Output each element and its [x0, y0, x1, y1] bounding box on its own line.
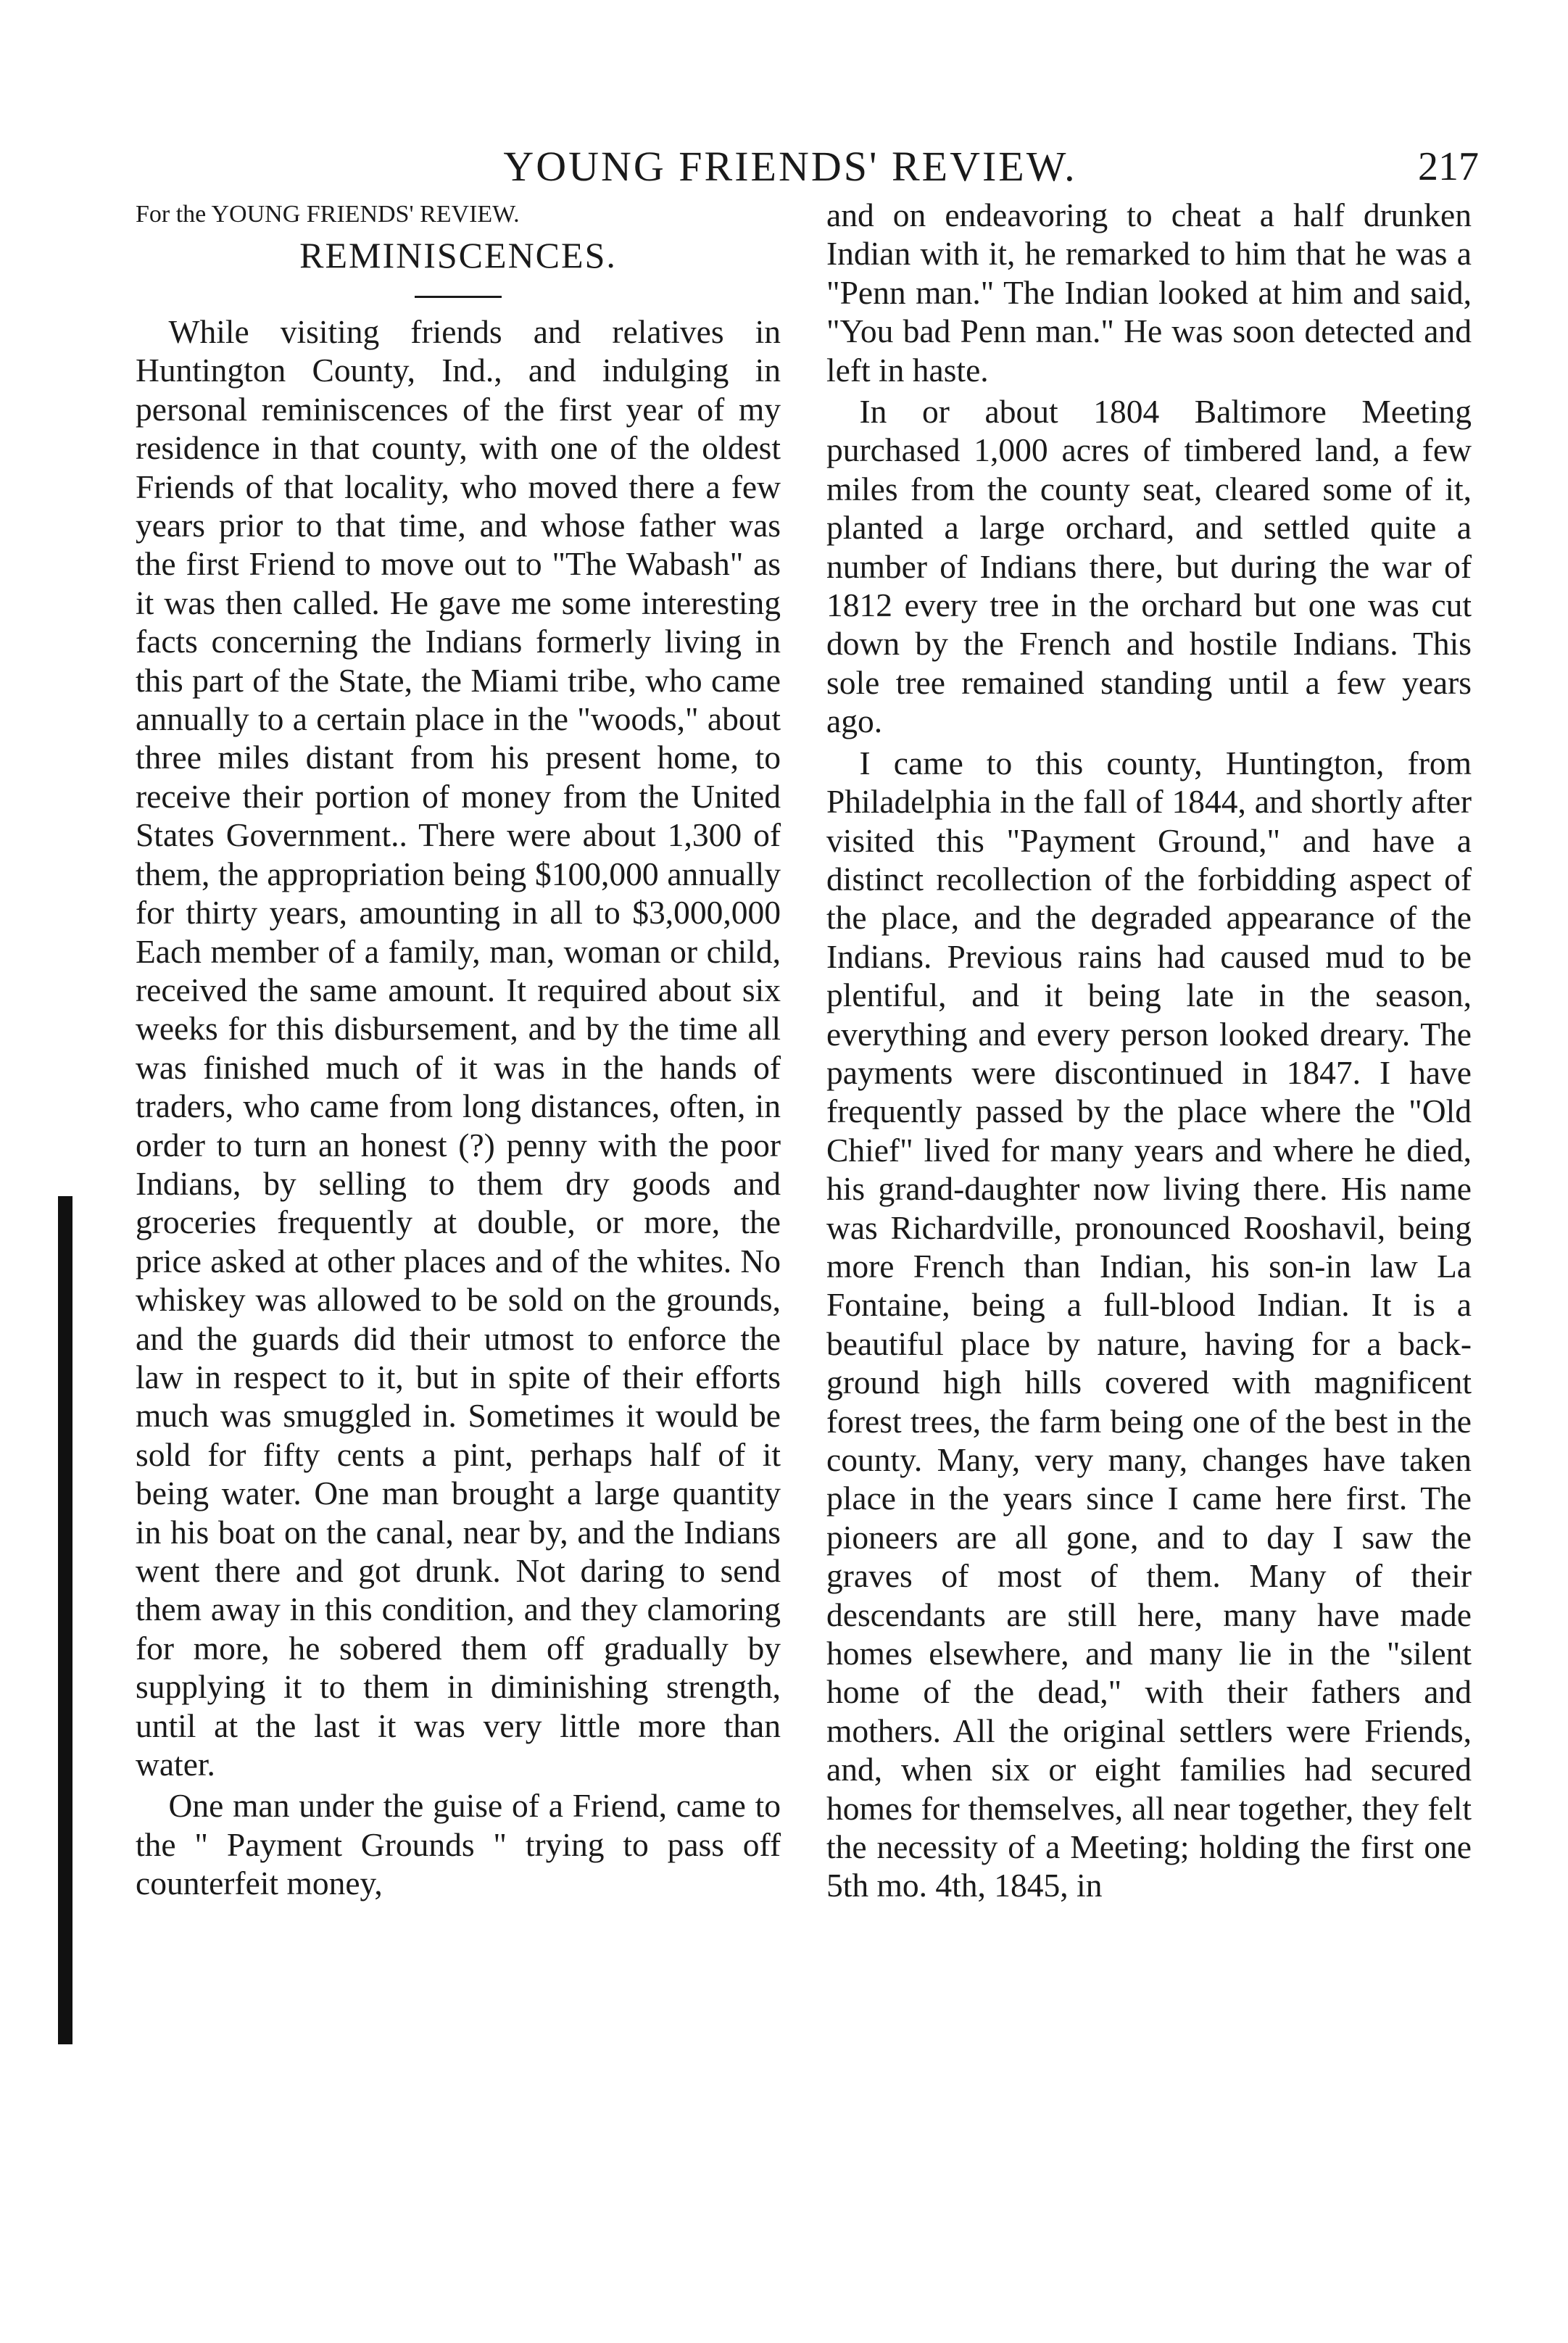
paragraph: In or about 1804 Baltimore Meeting purchased 1,000 acres of timbered land, a few miles from the county seat, cleared some of it, planted a large orchard, and settled quite a number of Indians there, but during the war of 1812 every tree in the orchard but one was cut down by the French and hostile Indians. This sole tree remained standing until a few years ago.: [826, 393, 1472, 740]
running-head: [0, 141, 1568, 192]
article-title: REMINISCENCES.: [299, 235, 617, 275]
paragraph: and on endeavoring to cheat a half drunken Indian with it, he remarked to him that he was a "Penn man." The Indian looked at him and said, "You bad Penn man." He was soon detected and left in haste.: [826, 196, 1472, 389]
margin-mark: [58, 1196, 72, 2044]
title-rule: [415, 296, 502, 298]
paragraph: While visiting friends and relatives in Huntington County, Ind., and indulging in personal reminiscences of the first year of my residence in that county, with one of the oldest Friends of that locality, who moved there a few years prior to that time, and whose father was the first Friend to move out to "The Wabash" as it was then called. He gave me some interesting facts concerning the Indians formerly living in this part of the State, the Miami tribe, who came annually to a certain place in the "woods," about three miles distant from his present home, to receive their portion of money from the United States Government.. There were about 1,300 of them, the appropriation being $100,000 annually for thirty years, amounting in all to $3,000,000 Each member of a family, man, woman or child, received the same amount. It required about six weeks for this disbursement, and by the time all was finished much of it was in the hands of traders, who came from long distances, often, in order to turn an honest (?) penny with the poor Indians, by selling to them dry goods and groceries frequently at double, or more, the price asked at other places and of the whites. No whiskey was allowed to be sold on the grounds, and the guards did their utmost to enforce the law in respect to it, but in spite of their efforts much was smuggled in. Sometimes it would be sold for fifty cents a pint, perhaps half of it being water. One man brought a large quantity in his boat on the canal, near by, and the Indians went there and got drunk. Not daring to send them away in this condition, and they clamoring for more, he sobered them off gradually by supplying it to them in diminishing strength, until at the last it was very little more than water.: [136, 313, 781, 1783]
left-column: [136, 196, 781, 1903]
paragraph: One man under the guise of a Friend, came to the " Payment Grounds " trying to pass off counterfeit money,: [136, 1787, 781, 1902]
page-number: 217: [1418, 144, 1479, 189]
paragraph: I came to this county, Huntington, from Philadelphia in the fall of 1844, and shortly after visited this "Payment Ground," and have a distinct recollection of the forbidding aspect of the place, and the degraded appearance of the Indians. Previous rains had caused mud to be plentiful, and it being late in the season, everything and every person looked dreary. The payments were discontinued in 1847. I have frequently passed by the place where the "Old Chief" lived for many years and where he died, his grand-daughter now living there. His name was Richardville, pronounced Rooshavil, being more French than Indian, his son-in law La Fontaine, being a full-blood Indian. It is a beautiful place by nature, having for a back-ground high hills covered with magnificent forest trees, the farm being one of the best in the county. Many, very many, changes have taken place in the years since I came here first. The pioneers are all gone, and to day I saw the graves of most of them. Many of their descendants are still here, many have made homes elsewhere, and many lie in the "silent home of the dead," with their fathers and mothers. All the original settlers were Friends, and, when six or eight families had secured homes for themselves, all near together, they felt the necessity of a Meeting; holding the first one 5th mo. 4th, 1845, in: [826, 744, 1472, 1904]
reprint-note: For the YOUNG FRIENDS' REVIEW.: [136, 201, 520, 228]
right-column: [826, 196, 1472, 1905]
journal-title: YOUNG FRIENDS' REVIEW.: [503, 143, 1077, 190]
